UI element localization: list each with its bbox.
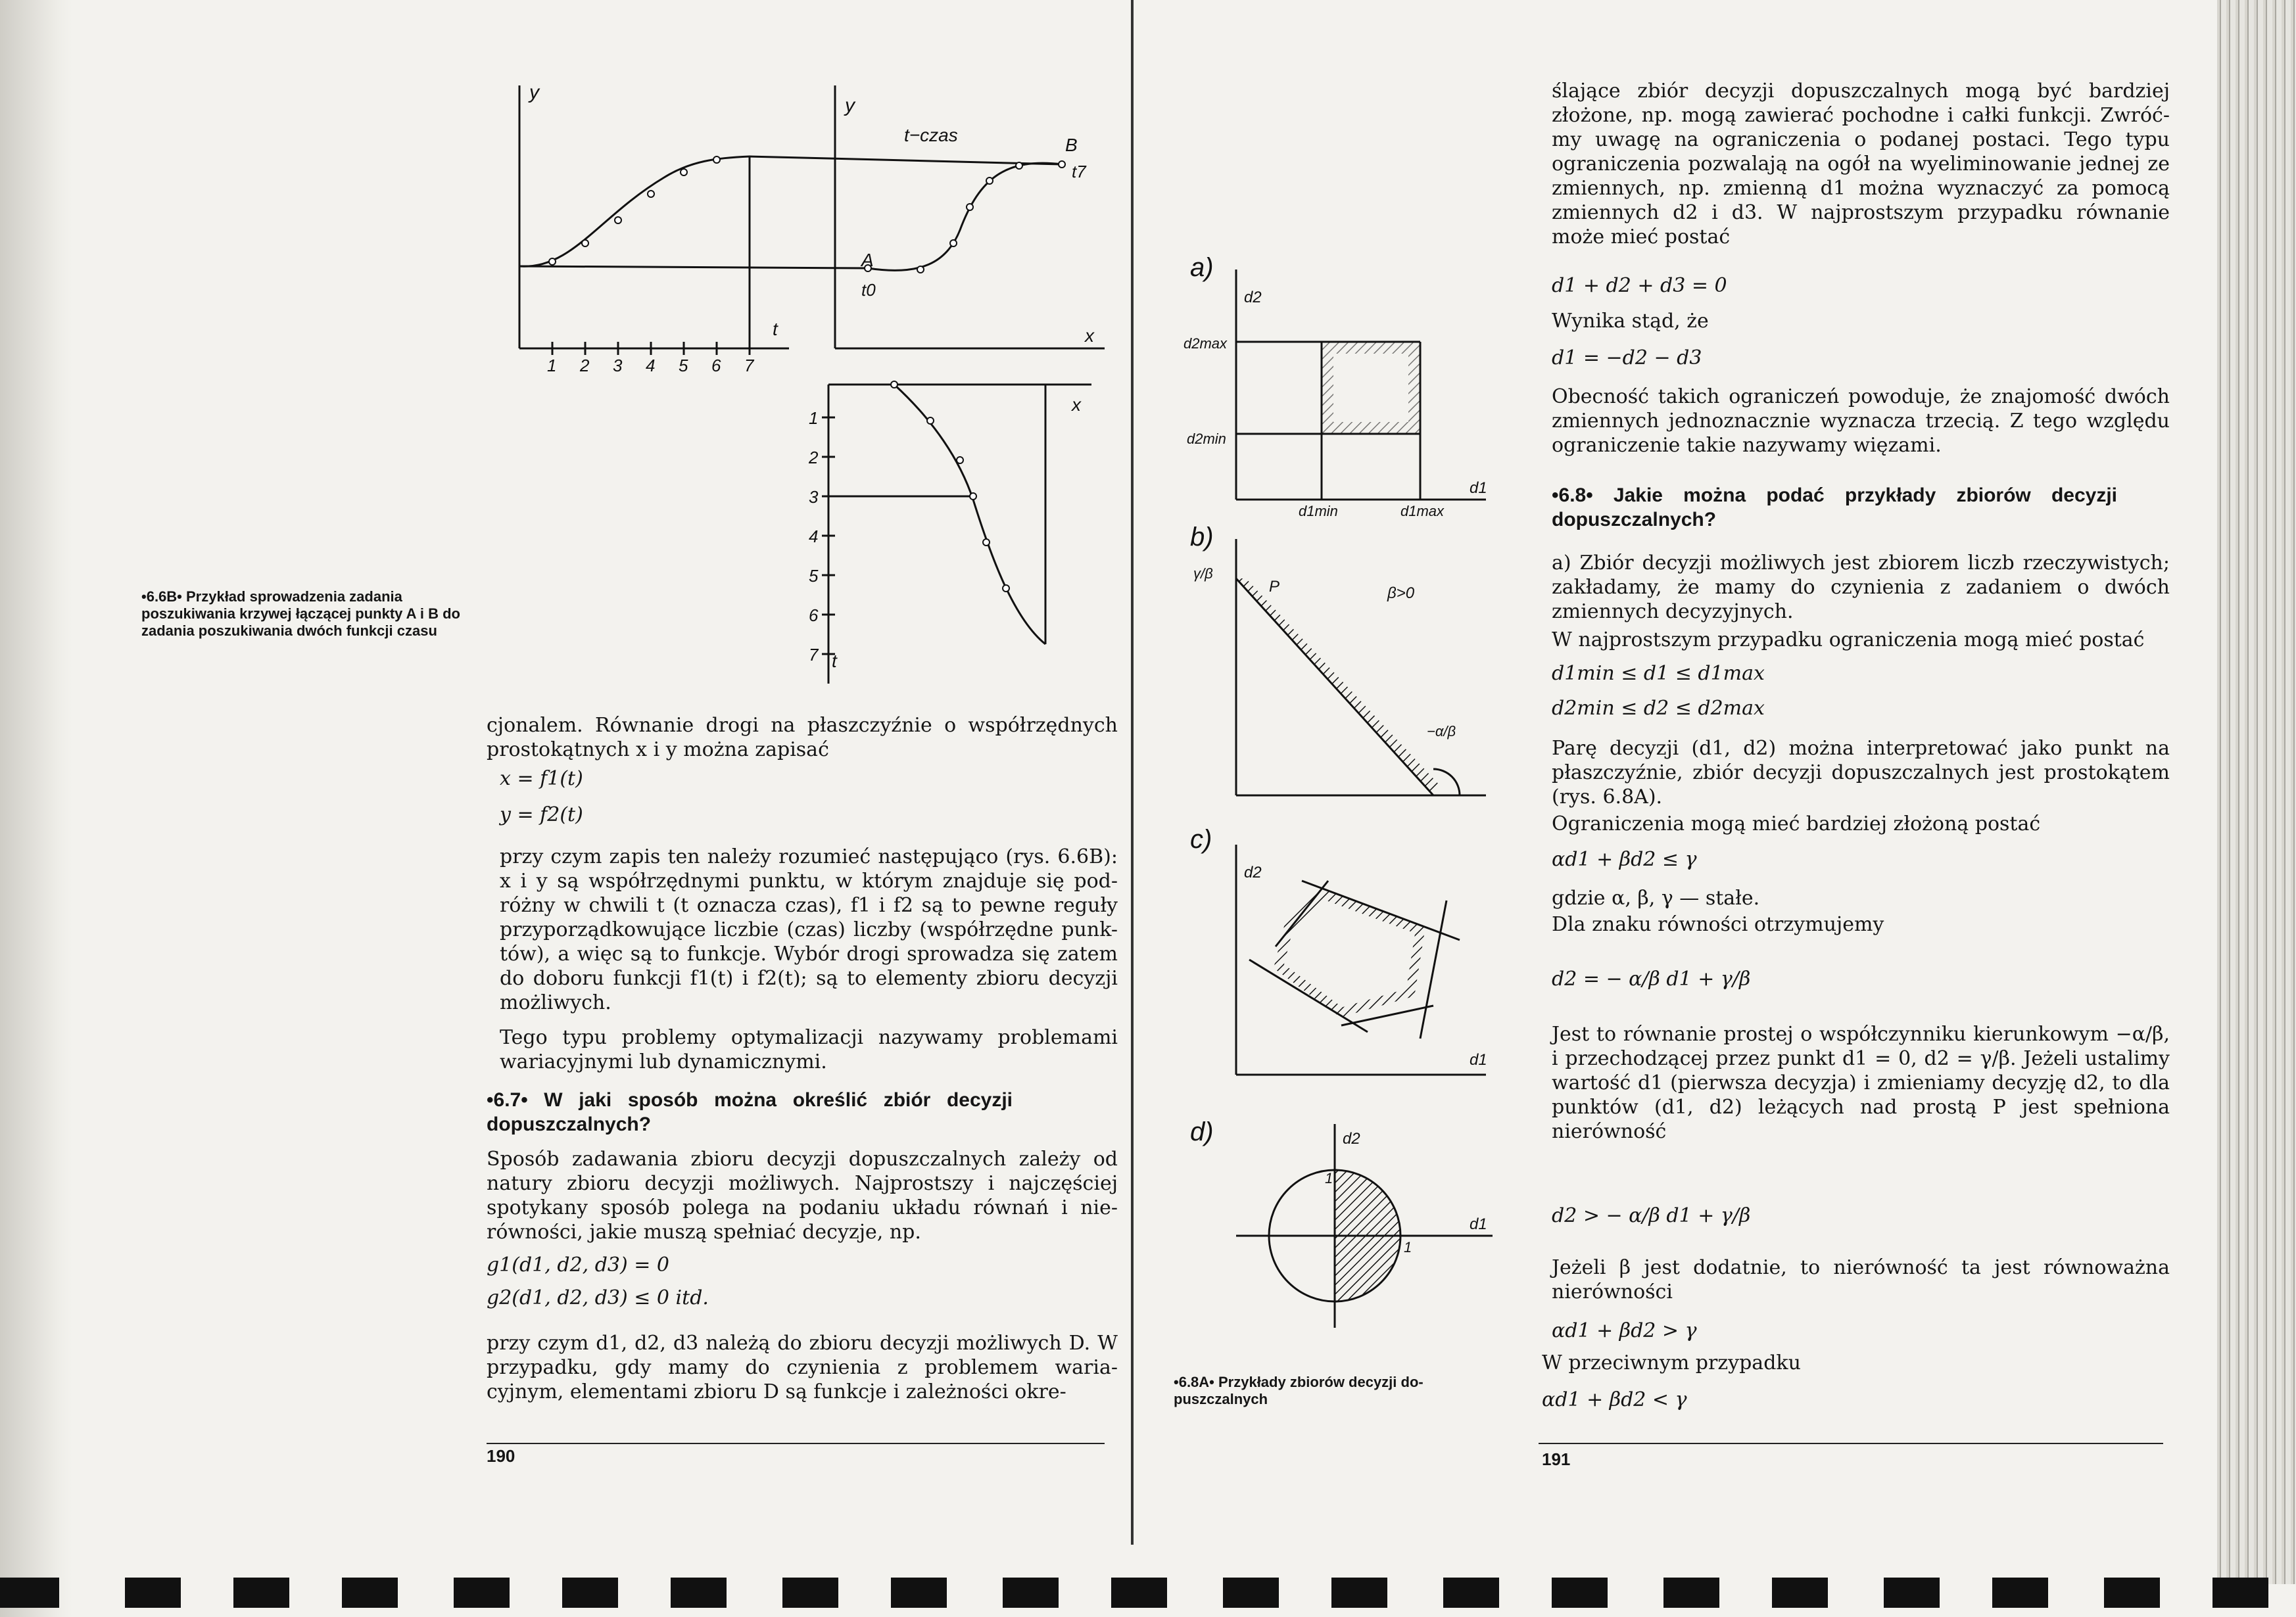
right-formula-gt: d2 > − α/β d1 + γ/β	[1552, 1204, 1751, 1227]
fig-label-y2: y	[845, 95, 855, 116]
fig-label-t7: t7	[1072, 162, 1086, 181]
left-para-3: Tego typu problemy optymalizacji nazywamy problemami wariacyjnymi lub dynamicznymi.	[500, 1026, 1118, 1073]
fig-label-t0: t0	[861, 280, 876, 300]
fig-b-alpha-beta: −α/β	[1427, 723, 1456, 739]
left-para-2: przy czym zapis ten należy rozumieć następująco (rys. 6.6B): x i y są współrzędnymi punktu, w którym znajduje się pod-różny w chwili t (t oznacza czas), f1 i f2 są to pewne reguły przyporządkowujące liczbie (czas) liczby (współrzędne punk-tów), a więc są to funkcje. Wybór drogi sprowadza się zatem do doboru funkcji f1(t) i f2(t); są to elementy zbioru decyzji możliwych.	[500, 845, 1118, 1014]
right-para-2: Wynika stąd, że	[1552, 310, 1709, 333]
right-para-1: ślające zbiór decyzji dopuszczalnych mogą być bardziej złożone, np. mogą zawierać pochodne i całki funkcji. Zwróć-my uwagę na ograniczenia o podanej postaci. Tego typu ograniczenia pozwalają na ogół na wyeliminowanie jednej ze zmiennych, np. zmienną d1 można wyznaczyć za pomocą zmiennych d2 i d3. W najprostszym przypadku równanie może mieć postać	[1552, 80, 2170, 248]
left-formula-g1: g1(d1, d2, d3) = 0	[487, 1254, 670, 1277]
tick-4: 4	[646, 356, 656, 375]
tick-5: 5	[679, 356, 688, 375]
tick-7: 7	[744, 356, 754, 375]
fig-b-beta-pos: β>0	[1387, 584, 1415, 602]
fig-a-d2max: d2max	[1184, 335, 1228, 352]
right-para-8: gdzie α, β, γ — stałe.	[1552, 887, 1760, 910]
left-para-5: przy czym d1, d2, d3 należą do zbioru decyzji możliwych D. W przypadku, gdy mamy do czynienia z problemem waria-cyjnym, elementami zbioru D są funkcje i zależności okre-	[487, 1332, 1118, 1403]
fig-label-x1: x	[1085, 325, 1094, 346]
right-formula-ineq: αd1 + βd2 ≤ γ	[1552, 848, 1697, 871]
right-formula-line: d2 = − α/β d1 + γ/β	[1552, 968, 1751, 991]
page-number-191: 191	[1542, 1449, 1571, 1469]
right-formula-d1-range: d1min ≤ d1 ≤ d1max	[1552, 662, 1765, 685]
fig-label-t-lower: t	[832, 651, 837, 671]
tick-v1: 1	[809, 408, 819, 428]
left-para-4: Sposób zadawania zbioru decyzji dopuszczalnych zależy od natury zbioru decyzji możliwych. Najprostszy i najczęściej spotykany sposób polega na podaniu układu równań i nie-równości, jakie muszą spełniać decyzje, np.	[487, 1148, 1118, 1244]
right-para-4: a) Zbiór decyzji możliwych jest zbiorem liczb rzeczywistych; zakładamy, że mamy do czynienia z zadaniem o dwóch zmiennych decyzyjnych.	[1552, 551, 2170, 623]
fig-b-label: b)	[1190, 523, 1214, 551]
left-formula-x: x = f1(t)	[500, 767, 583, 790]
fig-label-t: t	[773, 319, 778, 339]
fig-a-d1max: d1max	[1400, 503, 1445, 519]
tick-2: 2	[580, 356, 590, 375]
fig-a-d1min: d1min	[1299, 503, 1338, 519]
tick-v6: 6	[809, 605, 819, 625]
tick-v3: 3	[809, 487, 819, 507]
right-formula-sum: d1 + d2 + d3 = 0	[1552, 274, 1727, 297]
fig-d-one-right: 1	[1404, 1239, 1412, 1255]
fig-label-A: A	[861, 250, 874, 270]
fig-a-d1: d1	[1470, 479, 1487, 497]
right-footer-rule	[1539, 1443, 2163, 1444]
right-formula-gt2: αd1 + βd2 > γ	[1552, 1319, 1697, 1342]
fig-d-d2: d2	[1343, 1130, 1360, 1148]
right-para-11: Jeżeli β jest dodatnie, to nierówność ta jest równoważna nierówności	[1552, 1256, 2170, 1303]
tick-v2: 2	[809, 448, 819, 467]
figure-6-6b-caption: •6.6B• Przykład sprowadzenia zadania poszukiwania krzywej łączącej punkty A i B do zadania poszukiwania dwóch funkcji czasu	[141, 588, 460, 639]
fig-label-x3: x	[1072, 394, 1081, 415]
tick-1: 1	[547, 356, 557, 375]
figure-6-6b	[500, 53, 1131, 703]
tick-v4: 4	[809, 527, 819, 546]
fig-c-d2: d2	[1244, 864, 1262, 881]
left-scan-shadow	[0, 0, 72, 1617]
fig-b-P: P	[1269, 578, 1280, 596]
right-formula-d2-range: d2min ≤ d2 ≤ d2max	[1552, 697, 1765, 720]
figure-6-8a	[1170, 250, 1512, 1420]
right-para-3: Obecność takich ograniczeń powoduje, że znajomość dwóch zmiennych jednoznacznie wyznacza trzecią. Z tego względu ograniczenie takie nazywamy więzami.	[1552, 385, 2170, 457]
fig-label-y1: y	[529, 82, 539, 103]
fig-a-d2: d2	[1244, 289, 1262, 306]
page-gutter	[1131, 0, 1134, 1545]
figure-6-8a-caption: •6.8A• Przykłady zbiorów decyzji do-puszczalnych	[1174, 1374, 1423, 1407]
right-para-6: Parę decyzji (d1, d2) można interpretować jako punkt na płaszczyźnie, zbiór decyzji dopuszczalnych jest prostokątem (rys. 6.8A).	[1552, 737, 2170, 808]
fig-d-label: d)	[1190, 1117, 1214, 1146]
fig-c-d1: d1	[1470, 1051, 1487, 1069]
left-formula-y: y = f2(t)	[500, 803, 583, 826]
fig-label-tczas: t−czas	[904, 125, 958, 145]
right-para-7: Ograniczenia mogą mieć bardziej złożoną postać	[1552, 812, 2041, 835]
fig-d-one-top: 1	[1325, 1170, 1333, 1186]
fig-a-d2min: d2min	[1187, 431, 1226, 447]
fig-a-label: a)	[1190, 253, 1214, 282]
right-scan-edge	[2217, 0, 2296, 1584]
left-question-6-7: •6.7• W jaki sposób można określić zbiór decyzji dopuszczalnych?	[487, 1089, 1013, 1135]
left-footer-rule	[487, 1443, 1105, 1444]
right-para-12: W przeciwnym przypadku	[1542, 1351, 1801, 1374]
tick-3: 3	[613, 356, 623, 375]
right-formula-lt: αd1 + βd2 < γ	[1542, 1388, 1687, 1411]
tick-6: 6	[711, 356, 721, 375]
fig-label-B: B	[1065, 135, 1078, 155]
left-formula-g2: g2(d1, d2, d3) ≤ 0 itd.	[487, 1286, 709, 1309]
fig-d-d1: d1	[1470, 1215, 1487, 1233]
fig-c-label: c)	[1190, 825, 1212, 854]
right-para-9: Dla znaku równości otrzymujemy	[1552, 913, 1884, 936]
fig-b-gamma-beta: γ/β	[1193, 565, 1213, 582]
page-number-190: 190	[487, 1446, 515, 1466]
tick-v7: 7	[809, 645, 819, 665]
right-para-10: Jest to równanie prostej o współczynniku kierunkowym −α/β, i przechodzącej przez punkt d1 = 0, d2 = γ/β. Jeżeli ustalimy wartość d1 (pierwsza decyzja) i zmieniamy decyzję d2, to dla punktów (d1, d2) leżących nad prostą P jest spełniona nierówność	[1552, 1023, 2170, 1143]
tick-v5: 5	[809, 566, 819, 586]
right-question-6-8: •6.8• Jakie można podać przykłady zbiorów decyzji dopuszczalnych?	[1552, 484, 2117, 530]
right-formula-d1: d1 = −d2 − d3	[1552, 346, 1702, 369]
right-para-5: W najprostszym przypadku ograniczenia mogą mieć postać	[1552, 628, 2145, 651]
left-para-1: cjonalem. Równanie drogi na płaszczyźnie o współrzędnych prostokątnych x i y można zapisać	[487, 714, 1118, 761]
